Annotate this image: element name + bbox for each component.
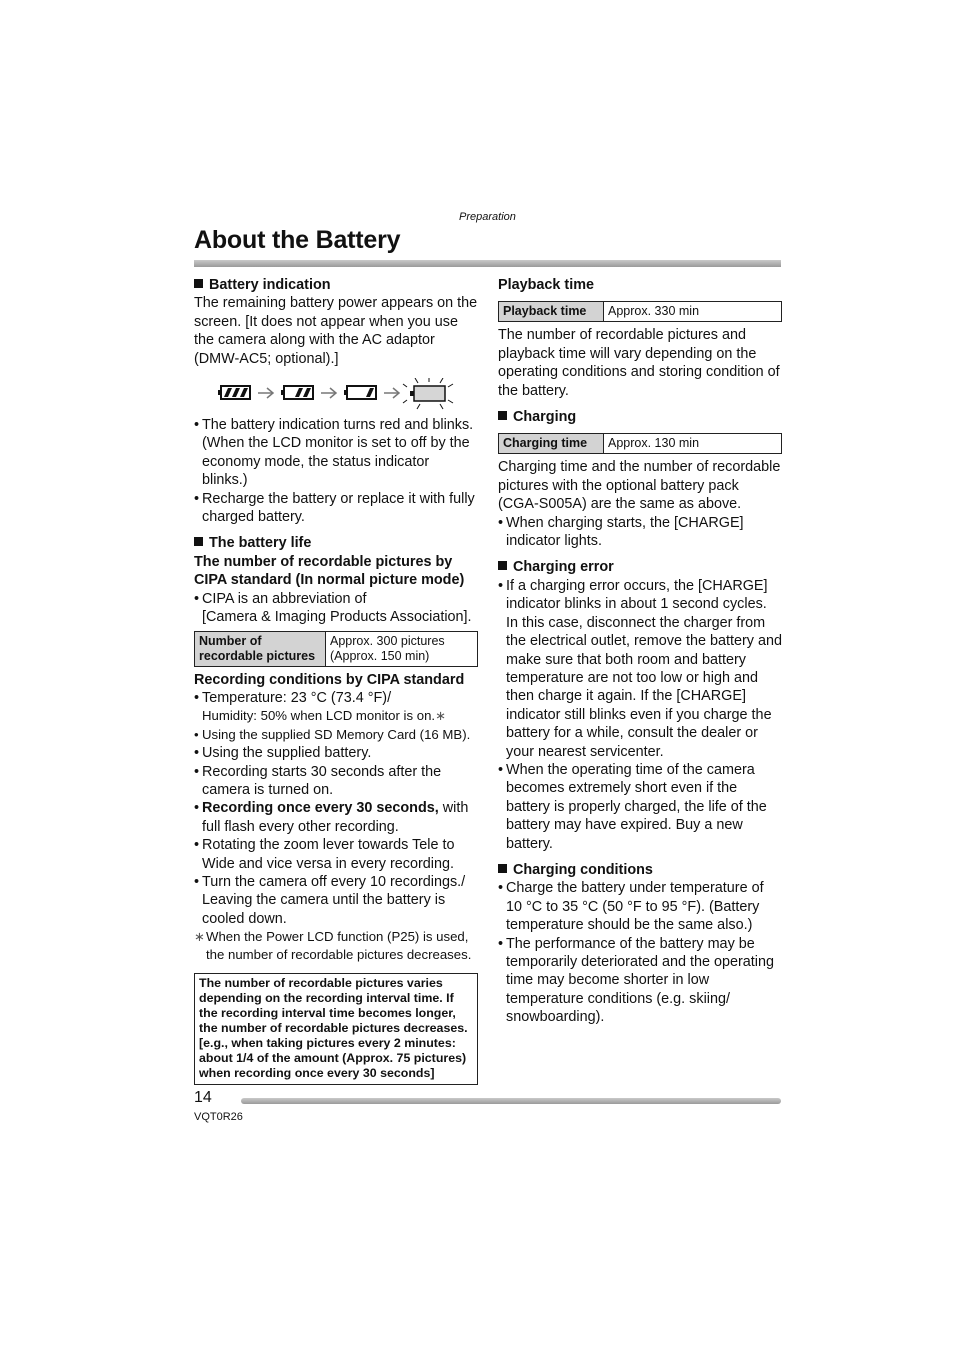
list-item: • Using the supplied SD Memory Card (16 MB). [194, 726, 478, 744]
table-value-cell: Approx. 130 min [604, 434, 782, 454]
footer-rule [241, 1098, 781, 1104]
square-bullet-icon [194, 279, 203, 288]
list-item: • When the operating time of the camera becomes extremely short even if the battery is properly charged, the life of the battery may have expired. Buy a new battery. [498, 761, 782, 853]
square-bullet-icon [498, 561, 507, 570]
list-item: • If a charging error occurs, the [CHARGE] indicator blinks in about 1 second cycles. In this case, disconnect the charger from the electrical outlet, remove the battery and make sure that both room and battery temperature are not too low or high and then charge it again. If the [CHARGE] indicator still blinks even if you charge the battery for a while, consult the dealer or your nearest servicenter. [498, 577, 782, 761]
list-item: • When charging starts, the [CHARGE] indicator lights. [498, 514, 782, 551]
list-item: • The battery indication turns red and blinks. (When the LCD monitor is set to off by the economy mode, the status indicator blinks.) [194, 416, 478, 490]
charging-table [498, 433, 782, 454]
square-bullet-icon [498, 864, 507, 873]
footnote: ∗ When the Power LCD function (P25) is used, the number of recordable pictures decreases. [194, 929, 472, 963]
playback-table [498, 301, 782, 322]
battery-indication-heading: Battery indication [194, 276, 478, 294]
recordable-pictures-table [194, 631, 478, 667]
model-code: VQT0R26 [194, 1111, 243, 1123]
battery-life-heading: The battery life [194, 534, 478, 552]
playback-text: The number of recordable pictures and playback time will vary depending on the operating conditions and storing condition of the battery. [498, 327, 780, 399]
table-key-cell: Charging time [499, 434, 604, 454]
battery-icons-row [194, 378, 478, 410]
table-key-cell: Number of recordable pictures [195, 631, 326, 666]
cipa-continuation: [Camera & Imaging Products Association]. [202, 609, 472, 626]
charging-text: Charging time and the number of recordable pictures with the optional battery pack (CGA-S005A) are the same as above. [498, 459, 781, 513]
charging-conditions-heading: Charging conditions [498, 861, 782, 879]
battery-one-third-icon [344, 386, 376, 399]
list-item: • The performance of the battery may be temporarily deteriorated and the operating time may become shorter in low temperature conditions (e.g. skiing/ snowboarding). [498, 935, 782, 1027]
arrow-right-icon [384, 388, 399, 398]
arrow-right-icon [258, 388, 273, 398]
table-row [499, 434, 782, 454]
conditions-heading: Recording conditions by CIPA standard [194, 671, 465, 688]
square-bullet-icon [194, 537, 203, 546]
battery-full-icon [218, 386, 250, 399]
battery-empty-blinking-icon [403, 378, 453, 409]
list-item: • Recording starts 30 seconds after the camera is turned on. [194, 763, 478, 800]
list-item: • Turn the camera off every 10 recordings./ Leaving the camera until the battery is cooled down. [194, 873, 478, 928]
playback-heading: Playback time [498, 277, 594, 293]
table-value-cell: Approx. 330 min [604, 302, 782, 322]
page-number: 14 [194, 1089, 212, 1106]
list-item: • CIPA is an abbreviation of [194, 590, 478, 608]
battery-life-subheading: The number of recordable pictures by CIPA standard (In normal picture mode) [194, 553, 465, 589]
page-title: About the Battery [194, 226, 401, 254]
table-key-cell: Playback time [499, 302, 604, 322]
arrow-right-icon [321, 388, 336, 398]
table-row [499, 302, 782, 322]
list-item: • Recording once every 30 seconds, with full flash every other recording. [194, 799, 478, 836]
list-item: • Rotating the zoom lever towards Tele to Wide and vice versa in every recording. [194, 836, 478, 873]
list-item: • Recharge the battery or replace it with fully charged battery. [194, 490, 478, 527]
section-label: Preparation [459, 211, 516, 223]
charging-heading: Charging [498, 408, 782, 426]
table-value-cell: Approx. 300 pictures (Approx. 150 min) [326, 631, 478, 666]
left-column [194, 276, 478, 1085]
note-box: The number of recordable pictures varies depending on the recording interval time. If the recording interval time becomes longer, the number of recordable pictures decreases. [e.g., when taking pictures every 2 minutes: about 1/4 of the amount (Approx. 75 pictures) when recording once every 30 seconds] [194, 973, 478, 1085]
list-item: • Temperature: 23 °C (73.4 °F)/ Humidity: 50% when LCD monitor is on.∗ [194, 689, 478, 726]
square-bullet-icon [498, 411, 507, 420]
charging-error-heading: Charging error [498, 558, 782, 576]
table-row [195, 631, 478, 666]
battery-indication-text: The remaining battery power appears on the screen. [It does not appear when you use the camera along with the AC adaptor (DMW-AC5; optional).] [194, 295, 478, 367]
title-rule [194, 260, 781, 267]
list-item: • Using the supplied battery. [194, 744, 478, 762]
battery-two-thirds-icon [281, 386, 313, 399]
list-item: • Charge the battery under temperature of 10 °C to 35 °C (50 °F to 95 °F). (Battery temperature should be the same also.) [498, 879, 782, 934]
right-column [498, 276, 782, 1027]
